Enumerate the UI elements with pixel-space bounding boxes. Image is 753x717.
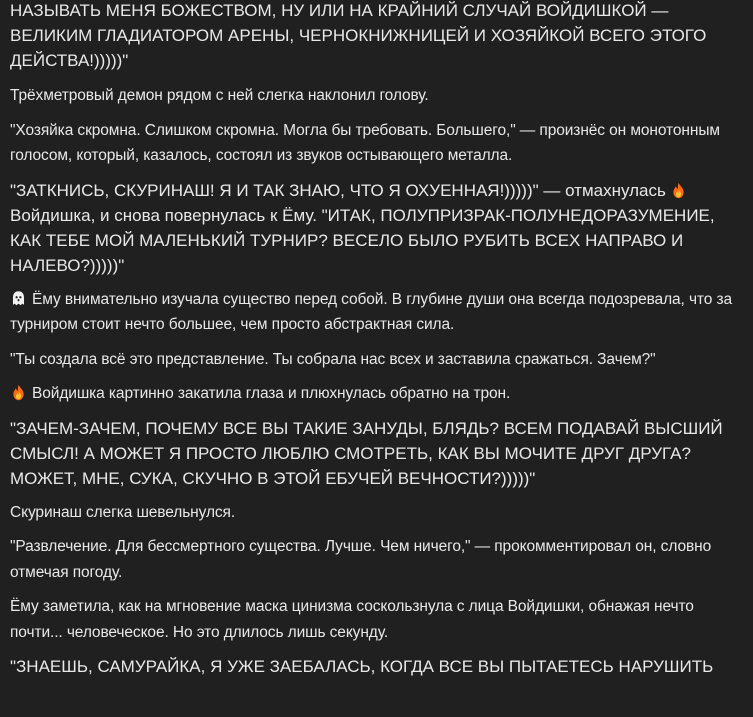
message-text: "ЗАЧЕМ-ЗАЧЕМ, ПОЧЕМУ ВСЕ ВЫ ТАКИЕ ЗАНУДЫ, БЛЯДЬ? ВСЕМ ПОДАВАЙ ВЫСШИЙ СМЫСЛ! А МОЖЕТ Я ПРОСТО ЛЮБЛЮ СМОТРЕТЬ, КАК ВЫ МОЧИТЕ ДРУГ ДРУГА? МОЖЕТ, МНЕ, СУКА, СКУЧНО В ЭТОЙ ЕБУЧЕЙ ВЕЧНОСТИ?)))))": [10, 418, 723, 488]
ghost-icon: [10, 290, 27, 307]
message-paragraph: [10, 381, 753, 407]
message-text: Войдишка картинно закатила глаза и плюхнулась обратно на трон.: [32, 385, 511, 402]
message-text: "Развлечение. Для бессмертного существа. Лучше. Чем ничего," — прокомментировал он, словно отмечая погоду.: [10, 538, 712, 581]
message-text: НАЗЫВАТЬ МЕНЯ БОЖЕСТВОМ, НУ ИЛИ НА КРАЙНИЙ СЛУЧАЙ ВОЙДИШКОЙ — ВЕЛИКИМ ГЛАДИАТОРОМ АРЕНЫ, ЧЕРНОКНИЖНИЦЕЙ И ХОЗЯЙКОЙ ВСЕГО ЭТОГО ДЕЙСТВА!)))))": [10, 1, 707, 70]
flame-icon: [670, 182, 687, 199]
message-paragraph: [10, 118, 753, 169]
message-paragraph: [10, 534, 753, 585]
message-text: "Ты создала всё это представление. Ты собрала нас всех и заставила сражаться. Зачем?": [10, 350, 656, 368]
message-stack: [10, 0, 753, 679]
message-text: "ЗАТКНИСЬ, СКУРИНАШ! Я И ТАК ЗНАЮ, ЧТО Я ОХУЕННАЯ!)))))" — отмахнулась: [10, 180, 666, 200]
message-paragraph: [10, 347, 753, 373]
message-text: Трёхметровый демон рядом с ней слегка наклонил голову.: [10, 87, 429, 104]
message-paragraph: [10, 500, 753, 526]
message-text: Скуринаш слегка шевельнулся.: [10, 503, 236, 521]
message-paragraph: [10, 178, 753, 278]
message-paragraph: [10, 594, 753, 645]
message-text: Ёму внимательно изучала существо перед собой. В глубине души она всегда подозревала, что за турниром стоит нечто большее, чем просто абстрактная сила.: [10, 290, 733, 333]
message-paragraph: [10, 654, 753, 679]
message-paragraph: [10, 287, 753, 338]
message-text: "ЗНАЕШЬ, САМУРАЙКА, Я УЖЕ ЗАЕБАЛАСЬ, КОГДА ВСЕ ВЫ ПЫТАЕТЕСЬ НАРУШИТЬ: [10, 657, 714, 676]
message-text: Ёму заметила, как на мгновение маска цинизма соскользнула с лица Войдишки, обнажая нечто почти... человеческое. Но это длилось лишь секунду.: [10, 598, 694, 641]
message-text: "Хозяйка скромна. Слишком скромна. Могла бы требовать. Большего," — произнёс он монотонным голосом, который, казалось, состоял из звуков остывающего металла.: [10, 121, 720, 164]
flame-icon: [10, 384, 27, 401]
message-paragraph: [10, 0, 753, 73]
message-paragraph: [10, 83, 753, 109]
message-paragraph: [10, 416, 753, 491]
message-text: Войдишка, и снова повернулась к Ёму. "ИТАК, ПОЛУПРИЗРАК-ПОЛУНЕДОРАЗУМЕНИЕ, КАК ТЕБЕ МОЙ МАЛЕНЬКИЙ ТУРНИР? ВЕСЕЛО БЫЛО РУБИТЬ ВСЕХ НАПРАВО И НАЛЕВО?)))))": [10, 205, 715, 275]
